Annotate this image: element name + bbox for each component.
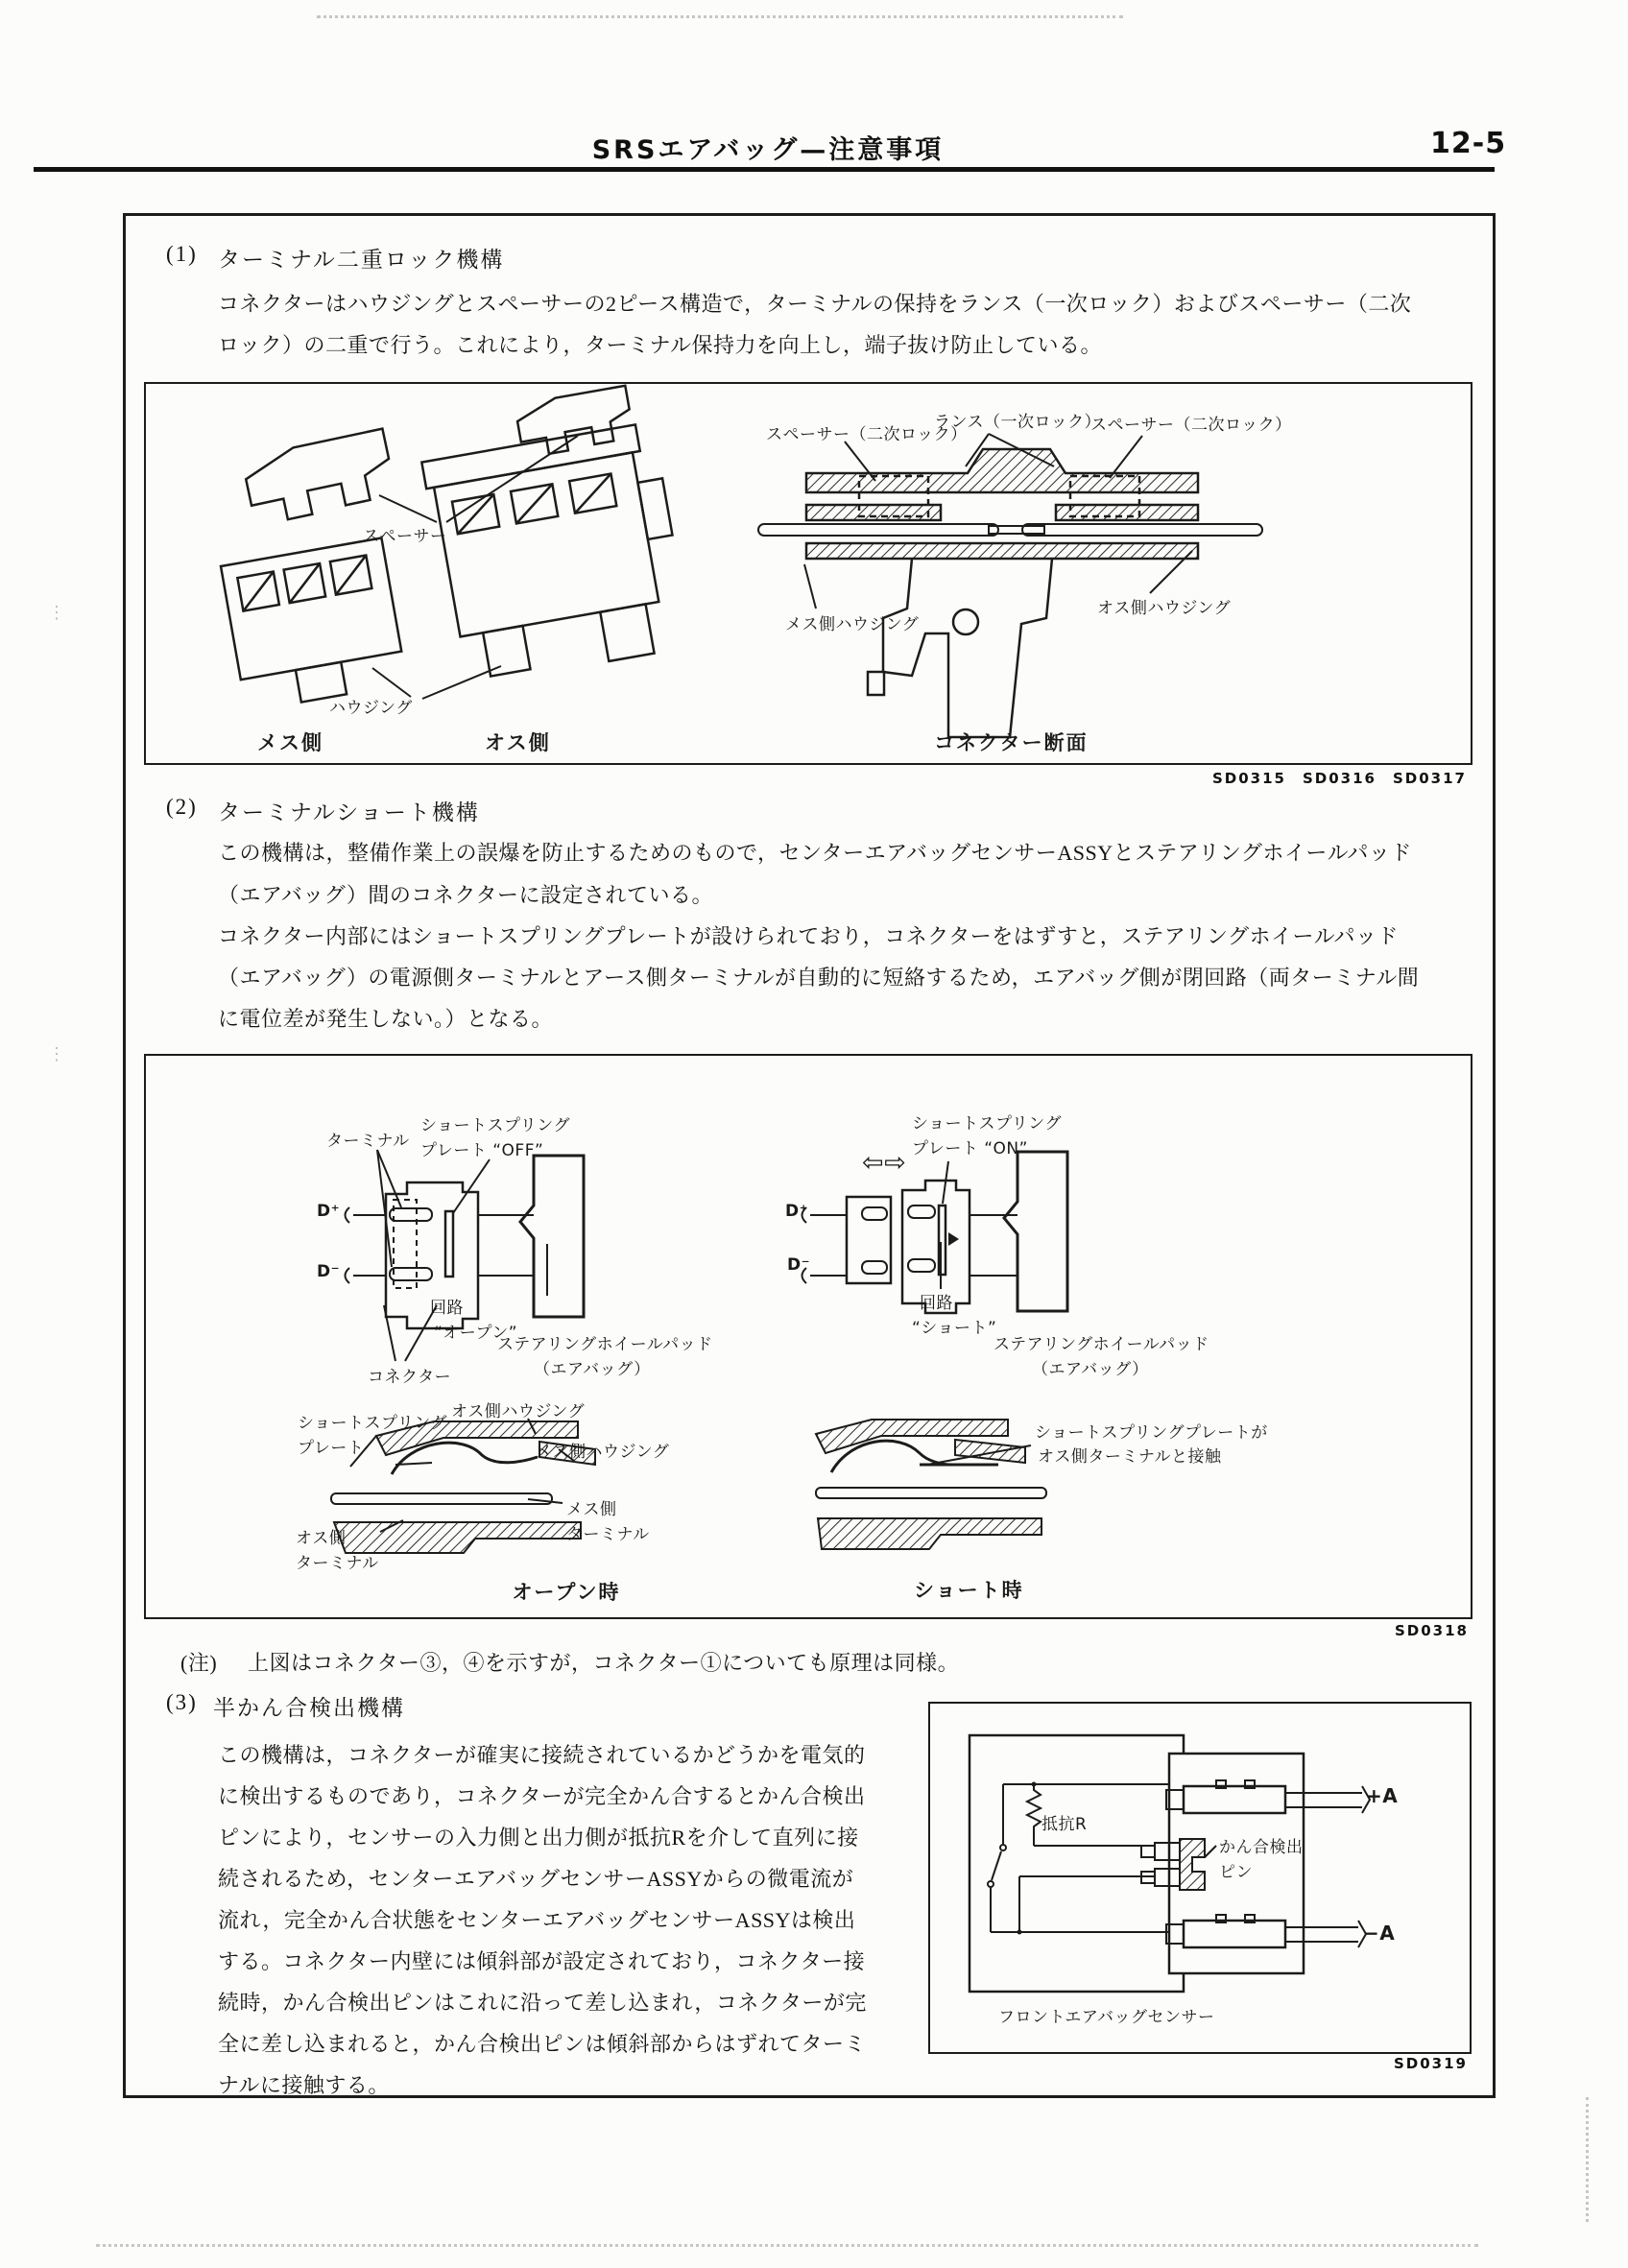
contact-note-label-line2: オス側ターミナルと接触: [1038, 1447, 1222, 1467]
section2-text-line: （エアバッグ）の電源側ターミナルとアース側ターミナルが自動的に短絡するため，エアバッグ側が閉回路（両ターミナル間: [218, 966, 1420, 990]
section3-text-line: 続時，かん合検出ピンはこれに沿って差し込まれ，コネクターが完: [218, 1991, 867, 2015]
male-housing-part: [421, 421, 692, 687]
steering-pad-label-right-line1: ステアリングホイールパッド: [994, 1335, 1209, 1354]
resistor-label: 抵抗R: [1041, 1815, 1088, 1834]
steering-pad-label-left-line2: （エアバッグ）: [534, 1360, 651, 1379]
spacer-part-male: [515, 386, 634, 459]
figure1-leader-lines: [372, 436, 578, 699]
circuit-open-label-line1: 回路: [430, 1299, 464, 1318]
female-housing-label-bottom: メス側ハウジング: [536, 1443, 670, 1462]
housing-label: ハウジング: [329, 699, 413, 718]
page-number: 12-5: [1430, 127, 1507, 160]
section3-text-line: 全に差し込まれると，かん合検出ピンは傾斜部からはずれてターミ: [218, 2032, 867, 2056]
engagement-pin-label-line2: ピン: [1219, 1863, 1253, 1882]
section2-heading: ターミナルショート機構: [218, 800, 480, 824]
spacer-label: スペーサー: [363, 527, 447, 546]
section2-text-line: に電位差が発生しない。）となる。: [218, 1007, 554, 1031]
connector-label: コネクター: [368, 1368, 452, 1387]
d-plus-label-left: D⁺: [317, 1202, 341, 1221]
scan-noise: [1586, 2097, 1589, 2222]
front-sensor-box: [970, 1735, 1184, 1992]
section1-heading: ターミナル二重ロック機構: [218, 248, 505, 272]
male-terminal-label-line1: オス側: [296, 1529, 347, 1548]
separation-arrows-icon: ⇦⇨: [862, 1148, 907, 1178]
circuit-short-label-line2: “ショート”: [912, 1319, 997, 1338]
section2-number: (2): [166, 795, 198, 819]
male-side-caption: オス側: [485, 731, 551, 754]
female-housing-label: メス側ハウジング: [785, 615, 920, 634]
open-state-caption: オープン時: [512, 1581, 621, 1604]
section2-text-line: （エアバッグ）間のコネクターに設定されている。: [218, 883, 713, 907]
female-side-caption: メス側: [257, 731, 323, 754]
section1-number: (1): [166, 242, 198, 266]
spacer-secondary-lock-label-right: スペーサー（二次ロック）: [1090, 416, 1292, 435]
front-airbag-sensor-label: フロントエアバッグセンサー: [998, 2008, 1215, 2027]
female-terminal-label-line2: ターミナル: [566, 1525, 650, 1544]
section3-text-line: この機構は，コネクターが確実に接続されているかどうかを電気的: [218, 1743, 866, 1767]
header-rule: [34, 167, 1495, 172]
circuit-short-label-line1: 回路: [920, 1294, 953, 1313]
section2-text-line: コネクター内部にはショートスプリングプレートが設けられており，コネクターをはずすと，ステアリングホイールパッド: [218, 924, 1400, 948]
short-spring-plate-label-line1: ショートスプリング: [298, 1414, 447, 1433]
female-terminal-label-line1: メス側: [566, 1500, 617, 1519]
male-housing-label-bottom: オス側ハウジング: [451, 1402, 586, 1421]
short-state-caption: ショート時: [914, 1579, 1024, 1602]
cross-section-caption: コネクター断面: [934, 731, 1089, 754]
page-title: SRSエアバッグ—注意事項: [591, 135, 945, 165]
section3-text-line: 続されるため，センターエアバッグセンサーASSYからの微電流が: [218, 1867, 854, 1891]
scan-noise: [96, 2244, 1478, 2247]
short-spring-on-label-line1: ショートスプリング: [912, 1114, 1062, 1134]
circuit-open-label-line2: “オープン”: [434, 1324, 518, 1343]
engagement-pin-label-line1: かん合検出: [1219, 1838, 1304, 1857]
short-spring-on-label-line2: プレート “ON”: [912, 1139, 1028, 1158]
figure1-id: SD0315 SD0316 SD0317: [1211, 770, 1467, 787]
terminal-label: ターミナル: [326, 1132, 410, 1151]
section3-text-line: に検出するものであり，コネクターが完全かん合するとかん合検出: [218, 1784, 866, 1808]
scan-noise: ⋮: [48, 1044, 65, 1063]
figure3-id: SD0319: [1393, 2055, 1468, 2072]
female-housing-part: [221, 537, 407, 711]
plus-a-label: +A: [1366, 1784, 1399, 1807]
d-plus-label-right: D⁺: [785, 1202, 809, 1221]
steering-pad-label-left-line1: ステアリングホイールパッド: [497, 1335, 713, 1354]
section3-text-line: ピンにより，センサーの入力側と出力側が抵抗Rを介して直列に接: [218, 1826, 859, 1850]
scan-noise: [317, 15, 1123, 18]
steering-pad-label-right-line2: （エアバッグ）: [1032, 1360, 1149, 1379]
section3-number: (3): [166, 1690, 198, 1714]
section3-heading: 半かん合検出機構: [213, 1696, 405, 1720]
section2-text-line: この機構は，整備作業上の誤爆を防止するためのもので，センターエアバッグセンサーASSYとステアリングホイールパッド: [218, 841, 1412, 865]
minus-a-label: −A: [1363, 1922, 1396, 1945]
d-minus-label-left: D⁻: [317, 1262, 341, 1281]
male-terminal-label-line2: ターミナル: [296, 1554, 379, 1573]
section1-text-line: ロック）の二重で行う。これにより，ターミナル保持力を向上し，端子抜け防止している。: [218, 333, 1102, 357]
section3-text-line: 流れ，完全かん合状態をセンターエアバッグセンサーASSYは検出: [218, 1908, 856, 1932]
short-spring-off-label-line2: プレート “OFF”: [420, 1141, 544, 1160]
note-label: (注): [180, 1651, 218, 1675]
contact-note-label-line1: ショートスプリングプレートが: [1035, 1423, 1268, 1443]
spacer-secondary-lock-label-left: スペーサー（二次ロック）: [766, 425, 968, 444]
short-spring-plate-label-line2: プレート: [298, 1439, 365, 1458]
note-text: 上図はコネクター③，④を示すが，コネクター①についても原理は同様。: [248, 1651, 960, 1675]
section3-text-line: する。コネクター内壁には傾斜部が設定されており，コネクター接: [218, 1949, 866, 1973]
cross-section-short: [816, 1420, 1046, 1549]
spacer-part-female: [242, 429, 397, 527]
figure3-circuit-drawing: [928, 1702, 1468, 2050]
male-housing-label: オス側ハウジング: [1097, 599, 1232, 618]
short-spring-off-label-line1: ショートスプリング: [420, 1116, 570, 1135]
lance-primary-lock-label: ランス（一次ロック）: [934, 413, 1102, 432]
scan-noise: ⋮: [48, 603, 65, 622]
d-minus-label-right: D⁻: [787, 1255, 811, 1275]
section3-text-line: ナルに接触する。: [218, 2073, 390, 2097]
figure2-id: SD0318: [1394, 1622, 1469, 1639]
connector-cross-section: [758, 449, 1262, 737]
section1-text-line: コネクターはハウジングとスペーサーの2ピース構造で，ターミナルの保持をランス（一次ロック）およびスペーサー（二次: [218, 292, 1412, 316]
